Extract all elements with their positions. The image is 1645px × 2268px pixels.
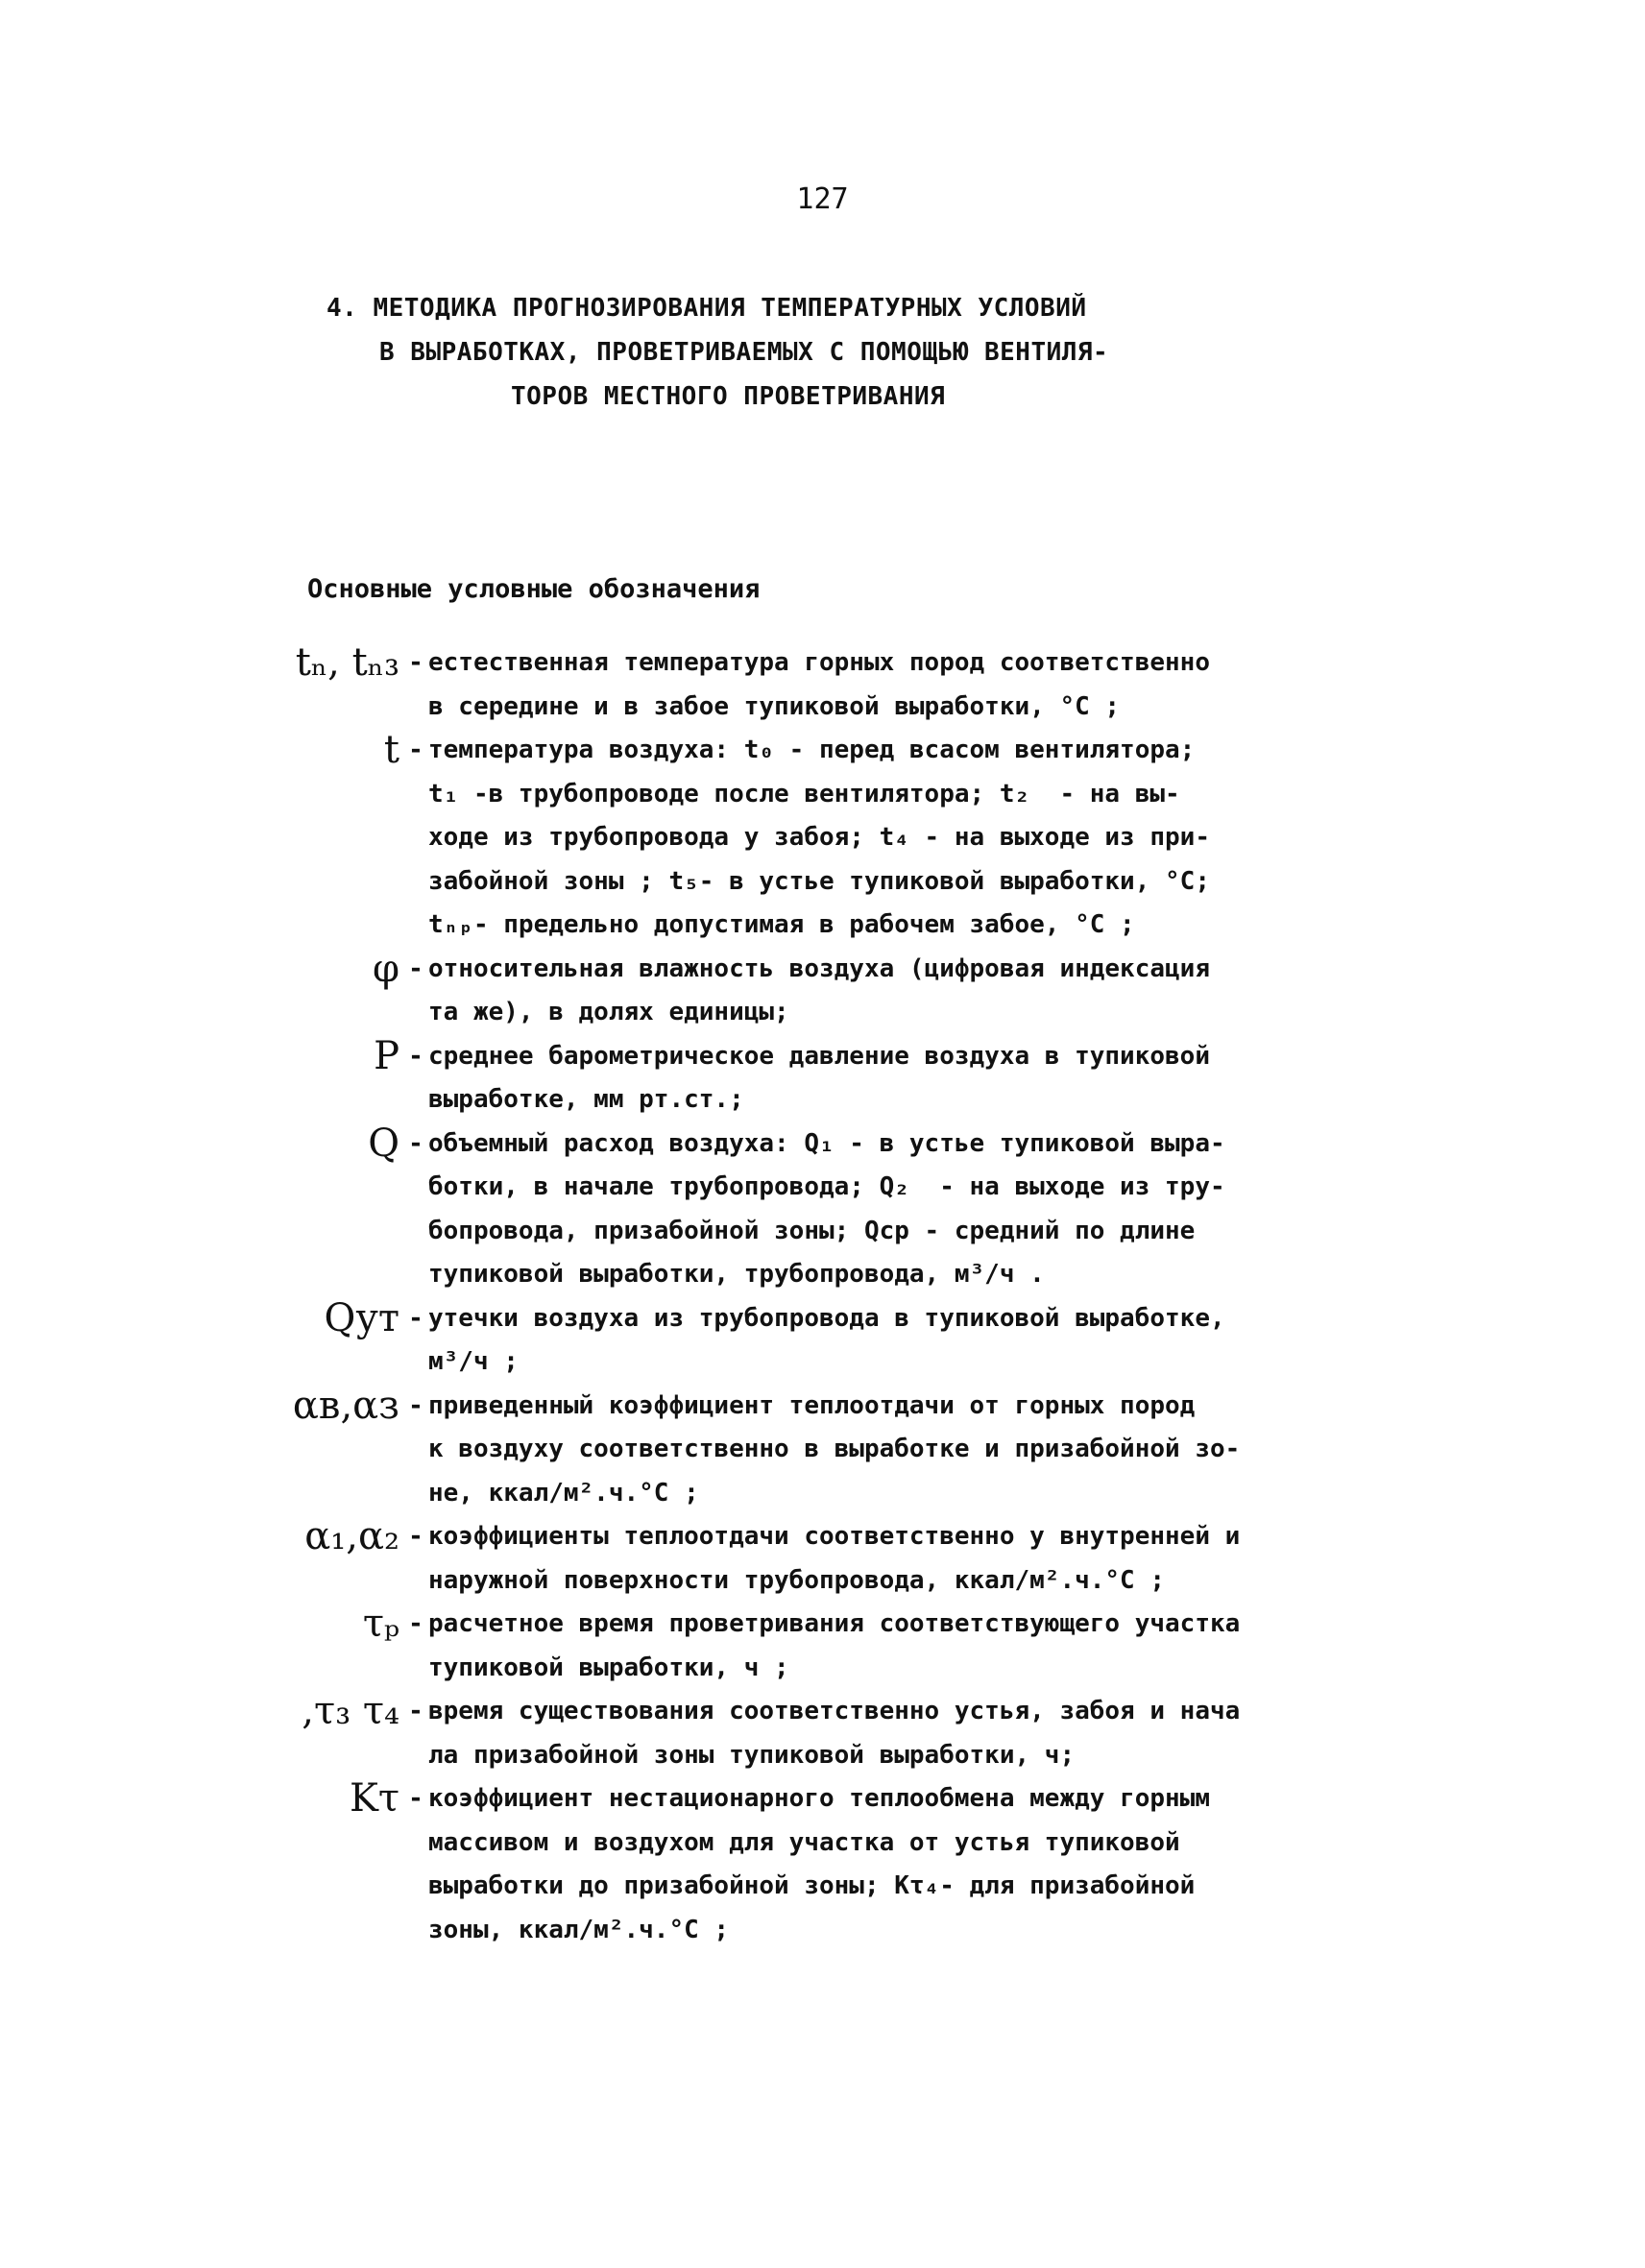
notation-entry (211, 1515, 1440, 1603)
definition-line: объемный расход воздуха: Q₁ - в устье тупиковой выра- (428, 1128, 1225, 1158)
title-line-3: ТОРОВ МЕСТНОГО ПРОВЕТРИВАНИЯ (511, 382, 946, 411)
notation-entry (211, 1385, 1440, 1516)
notation-dash: - (408, 1303, 423, 1333)
definition-line: м³/ч ; (428, 1347, 519, 1376)
notation-symbol: Q (368, 1121, 399, 1166)
definition-line: зоны, ккал/м².ч.°С ; (428, 1915, 730, 1944)
notation-definition (428, 1603, 1440, 1690)
notation-dash: - (408, 1784, 423, 1813)
definition-line: тупиковой выработки, ч ; (428, 1653, 789, 1682)
definition-line: в середине и в забое тупиковой выработки, °С ; (428, 691, 1121, 721)
notation-entry (211, 729, 1440, 948)
notation-dash: - (408, 1128, 423, 1158)
notation-dash: - (408, 953, 423, 983)
notation-dash: - (408, 1390, 423, 1420)
notation-definition (428, 641, 1440, 729)
notation-definition (428, 948, 1440, 1035)
definition-line: температура воздуха: t₀ - перед всасом вентилятора; (428, 736, 1196, 764)
definition-line: наружной поверхности трубопровода, ккал/м².ч.°С ; (428, 1565, 1166, 1595)
notation-symbol: α₁,α₂ (304, 1514, 399, 1558)
notation-entry (211, 1777, 1440, 1952)
definition-line: та же), в долях единицы; (428, 998, 789, 1026)
notation-entry (211, 948, 1440, 1035)
notation-dash: - (408, 1041, 423, 1071)
title-line-1: 4. МЕТОДИКА ПРОГНОЗИРОВАНИЯ ТЕМПЕРАТУРНЫХ УСЛОВИЙ (327, 294, 1087, 323)
section-title (327, 286, 1335, 419)
notation-definition (428, 1777, 1440, 1952)
notation-definition (428, 1122, 1440, 1297)
notation-list (211, 641, 1440, 1952)
notation-symbol: Qут (324, 1295, 399, 1340)
definition-line: расчетное время проветривания соответствующего участка (428, 1609, 1241, 1638)
notation-dash: - (408, 1522, 423, 1551)
definition-line: коэффициенты теплоотдачи соответственно у внутренней и (428, 1522, 1241, 1551)
definition-line: приведенный коэффициент теплоотдачи от горных пород (428, 1390, 1196, 1420)
definition-line: коэффициент нестационарного теплообмена между горным (428, 1784, 1210, 1813)
definition-line: ла призабойной зоны тупиковой выработки, ч; (428, 1740, 1076, 1770)
definition-line: к воздуху соответственно в выработке и призабойной зо- (428, 1435, 1241, 1463)
notation-symbol: τₚ (362, 1602, 399, 1646)
notation-entry (211, 1297, 1440, 1385)
definition-line: забойной зоны ; t₅- в устье тупиковой выработки, °С; (428, 866, 1210, 896)
notation-symbol: φ (372, 946, 399, 991)
notation-definition (428, 1515, 1440, 1603)
definition-line: среднее барометрическое давление воздуха в тупиковой (428, 1041, 1210, 1071)
notation-definition (428, 1385, 1440, 1516)
definition-line: относительная влажность воздуха (цифровая индексация (428, 953, 1210, 983)
notation-entry (211, 1603, 1440, 1690)
definition-line: t₁ -в трубопроводе после вентилятора; t₂ - на вы- (428, 779, 1180, 808)
notation-symbol: ,τ₃ τ₄ (302, 1689, 399, 1733)
title-line-2: В ВЫРАБОТКАХ, ПРОВЕТРИВАЕМЫХ С ПОМОЩЬЮ ВЕНТИЛЯ- (379, 338, 1109, 367)
notation-definition (428, 1297, 1440, 1385)
definition-line: тупиковой выработки, трубопровода, м³/ч . (428, 1260, 1045, 1289)
notation-dash: - (408, 648, 423, 677)
subheading: Основные условные обозначения (307, 574, 761, 604)
notation-dash: - (408, 1697, 423, 1725)
notation-dash: - (408, 736, 423, 764)
notation-symbol: t (383, 728, 399, 772)
notation-symbol: tₙ, tₙ₃ (295, 640, 399, 685)
definition-line: выработке, мм рт.ст.; (428, 1085, 744, 1114)
notation-symbol: αв,αз (292, 1383, 399, 1428)
notation-definition (428, 729, 1440, 948)
notation-dash: - (408, 1609, 423, 1638)
definition-line: выработки до призабойной зоны; Kτ₄- для призабойной (428, 1871, 1196, 1900)
notation-definition (428, 1690, 1440, 1777)
definition-line: массивом и воздухом для участка от устья тупиковой (428, 1827, 1180, 1857)
notation-symbol: P (374, 1033, 399, 1078)
definition-line: утечки воздуха из трубопровода в тупиковой выработке, (428, 1303, 1225, 1333)
notation-entry (211, 1122, 1440, 1297)
definition-line: естественная температура горных пород соответственно (428, 648, 1210, 677)
definition-line: ходе из трубопровода у забоя; t₄ - на выходе из при- (428, 823, 1210, 852)
notation-definition (428, 1035, 1440, 1122)
definition-line: время существования соответственно устья, забоя и нача (428, 1697, 1241, 1725)
definition-line: ботки, в начале трубопровода; Q₂ - на выходе из тру- (428, 1172, 1225, 1201)
definition-line: не, ккал/м².ч.°С ; (428, 1478, 699, 1508)
notation-entry (211, 641, 1440, 729)
definition-line: бопровода, призабойной зоны; Qср - средний по длине (428, 1216, 1196, 1245)
page-number: 127 (796, 182, 849, 216)
notation-entry (211, 1690, 1440, 1777)
definition-line: tₙₚ- предельно допустимая в рабочем забое, °С ; (428, 910, 1135, 939)
notation-symbol: Kτ (349, 1776, 399, 1821)
notation-entry (211, 1035, 1440, 1122)
